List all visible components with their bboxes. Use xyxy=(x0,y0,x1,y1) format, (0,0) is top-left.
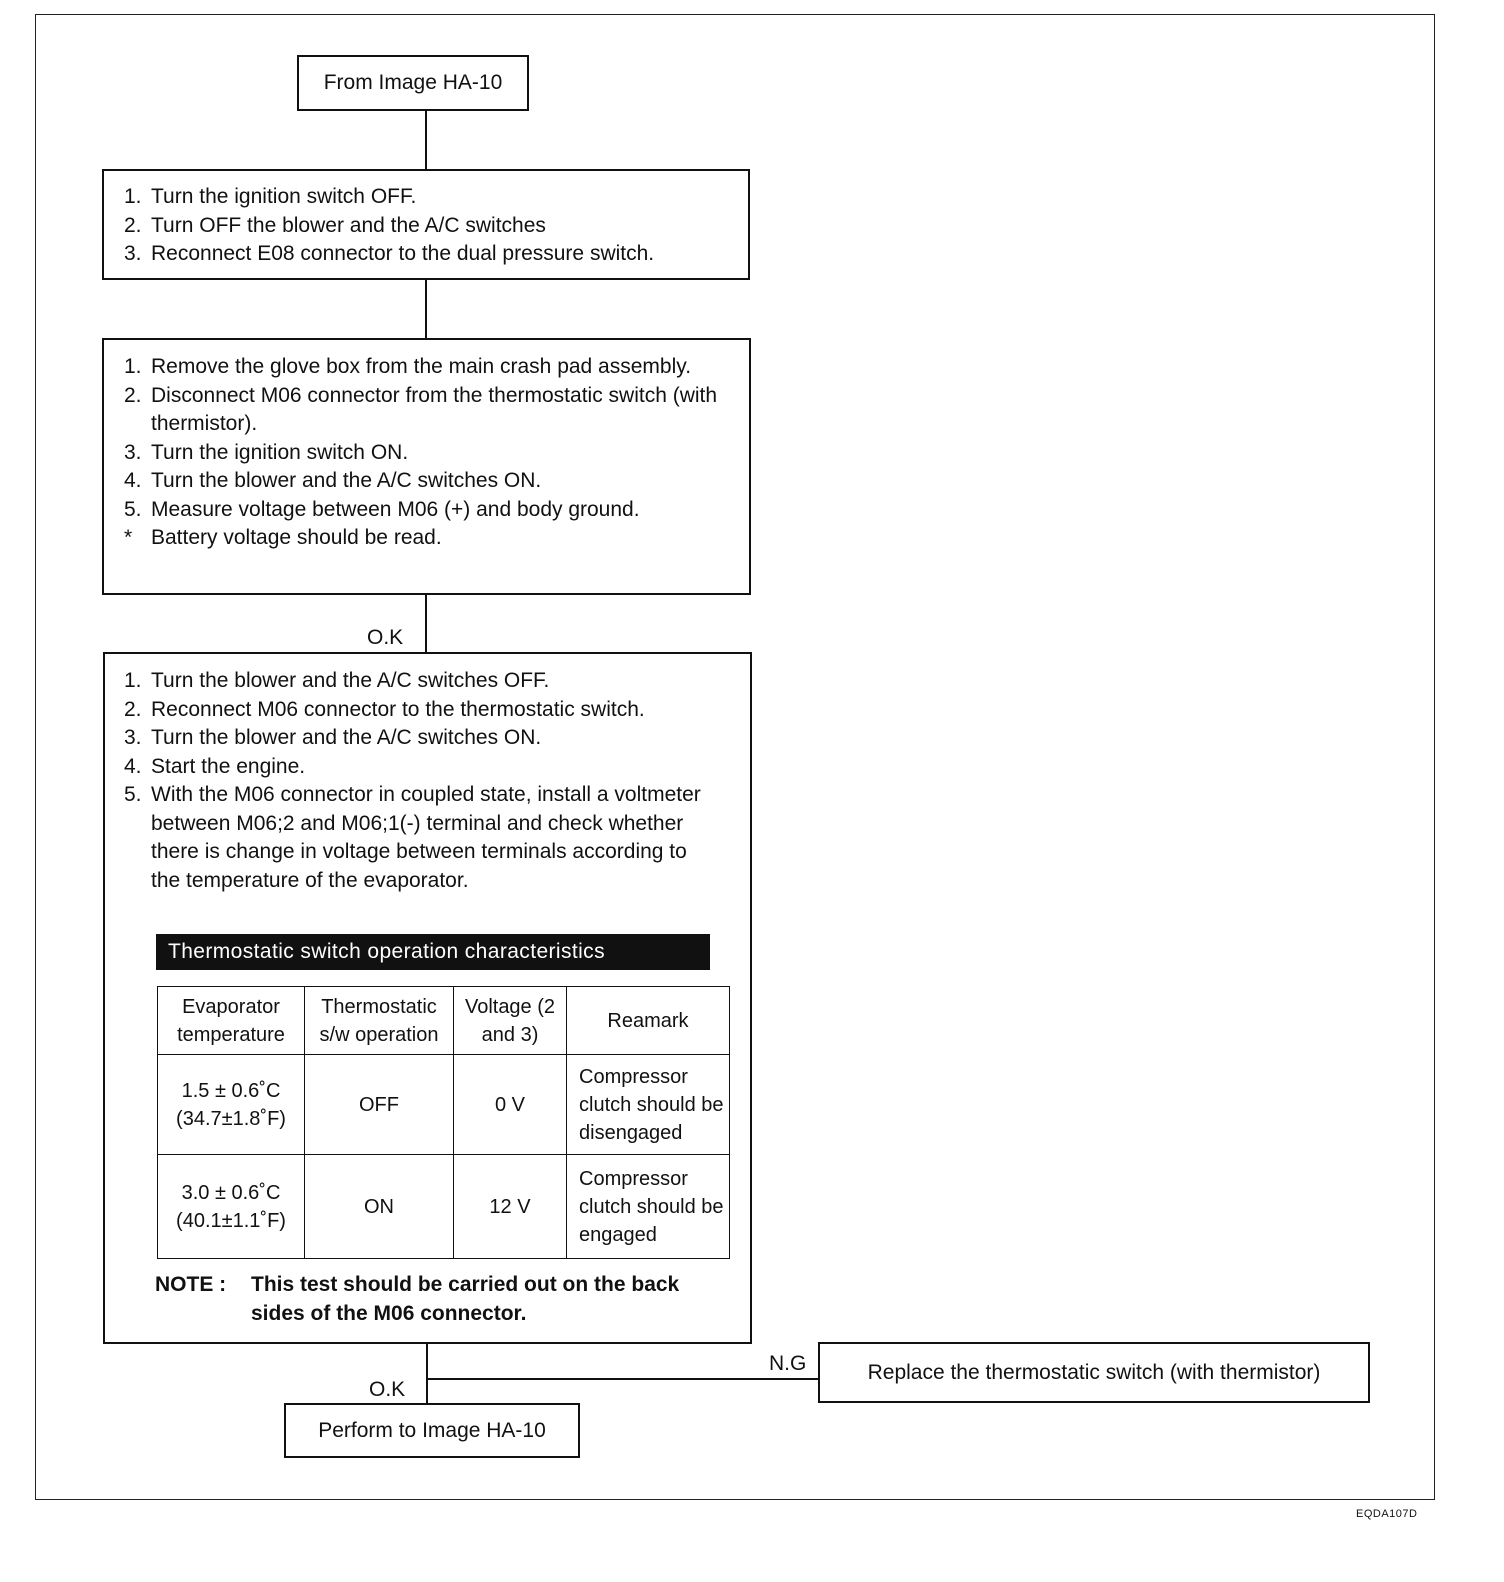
step-item: 3. Reconnect E08 connector to the dual pressure switch. xyxy=(124,242,655,265)
step-item: 2. Turn OFF the blower and the A/C switches xyxy=(124,213,546,237)
characteristics-table xyxy=(157,986,730,1259)
start-box-text: From Image HA-10 xyxy=(323,71,503,94)
figure-code: EQDA107D xyxy=(1356,1508,1418,1520)
table-cell: Compressor clutch should be engaged xyxy=(567,1155,730,1259)
ok-label-1: O.K xyxy=(367,626,404,649)
step-item: 5. Measure voltage between M06 (+) and body ground. xyxy=(124,497,640,521)
table-cell: 3.0 ± 0.6˚C (40.1±1.1˚F) xyxy=(158,1155,305,1259)
ng-box-text: Replace the thermostatic switch (with thermistor) xyxy=(867,1360,1321,1384)
table-title: Thermostatic switch operation characteristics xyxy=(156,934,710,970)
connector-step3-to-end xyxy=(426,1342,428,1404)
table-header: Evaporator temperature xyxy=(158,987,305,1055)
note-text-2: sides of the M06 connector. xyxy=(251,1302,527,1325)
table-cell: 1.5 ± 0.6˚C (34.7±1.8˚F) xyxy=(158,1055,305,1155)
step-item: 1. Remove the glove box from the main crash pad assembly. xyxy=(124,355,692,378)
note-text-1: This test should be carried out on the back xyxy=(251,1273,680,1296)
table-cell: 0 V xyxy=(454,1055,567,1155)
table-cell: OFF xyxy=(305,1055,454,1155)
note-label: NOTE : xyxy=(155,1273,227,1296)
end-box xyxy=(284,1403,580,1458)
step-list-3 xyxy=(124,667,720,895)
connector-step1-to-step2 xyxy=(425,278,427,339)
start-box xyxy=(297,55,529,111)
table-cell: ON xyxy=(305,1155,454,1259)
step-item: 3. Turn the blower and the A/C switches ON. xyxy=(124,726,542,749)
connector-step2-to-step3 xyxy=(425,594,427,653)
step-item: 1. Turn the blower and the A/C switches OFF. xyxy=(124,669,550,692)
step-item: 3. Turn the ignition switch ON. xyxy=(124,440,409,464)
ng-box xyxy=(818,1342,1370,1403)
step-item: 2. Disconnect M06 connector from the thermostatic switch (with thermistor). xyxy=(124,383,718,435)
table-cell: Compressor clutch should be disengaged xyxy=(567,1055,730,1155)
step-box-2 xyxy=(102,338,751,595)
table-cell: 12 V xyxy=(454,1155,567,1259)
table-row xyxy=(158,1055,730,1155)
connector-ng-branch xyxy=(426,1378,820,1380)
step-item: 5. With the M06 connector in coupled state, install a voltmeter between M06;2 and M06;1(-) terminal and check whether there is change in voltage between terminals according to the temperature of the evaporator. xyxy=(124,783,701,892)
table-header: Thermostatic s/w operation xyxy=(305,987,454,1055)
table-row xyxy=(158,1155,730,1259)
step-item: 4. Turn the blower and the A/C switches ON. xyxy=(124,469,542,492)
step-item: 2. Reconnect M06 connector to the thermostatic switch. xyxy=(124,697,645,721)
connector-start-to-step1 xyxy=(425,110,427,170)
note xyxy=(155,1270,679,1328)
step-list-2 xyxy=(124,353,719,553)
step-box-1 xyxy=(102,169,750,280)
ng-label: N.G xyxy=(769,1352,807,1375)
table-header: Voltage (2 and 3) xyxy=(454,987,567,1055)
step-item: 1. Turn the ignition switch OFF. xyxy=(124,185,417,208)
step-item: * Battery voltage should be read. xyxy=(124,526,442,549)
table-header-row xyxy=(158,987,730,1055)
step-list-1 xyxy=(124,183,748,269)
step-item: 4. Start the engine. xyxy=(124,754,306,778)
end-box-text: Perform to Image HA-10 xyxy=(318,1418,546,1442)
table-header: Reamark xyxy=(567,987,730,1055)
ok-label-2: O.K xyxy=(369,1378,406,1401)
note-line-1 xyxy=(155,1270,679,1299)
